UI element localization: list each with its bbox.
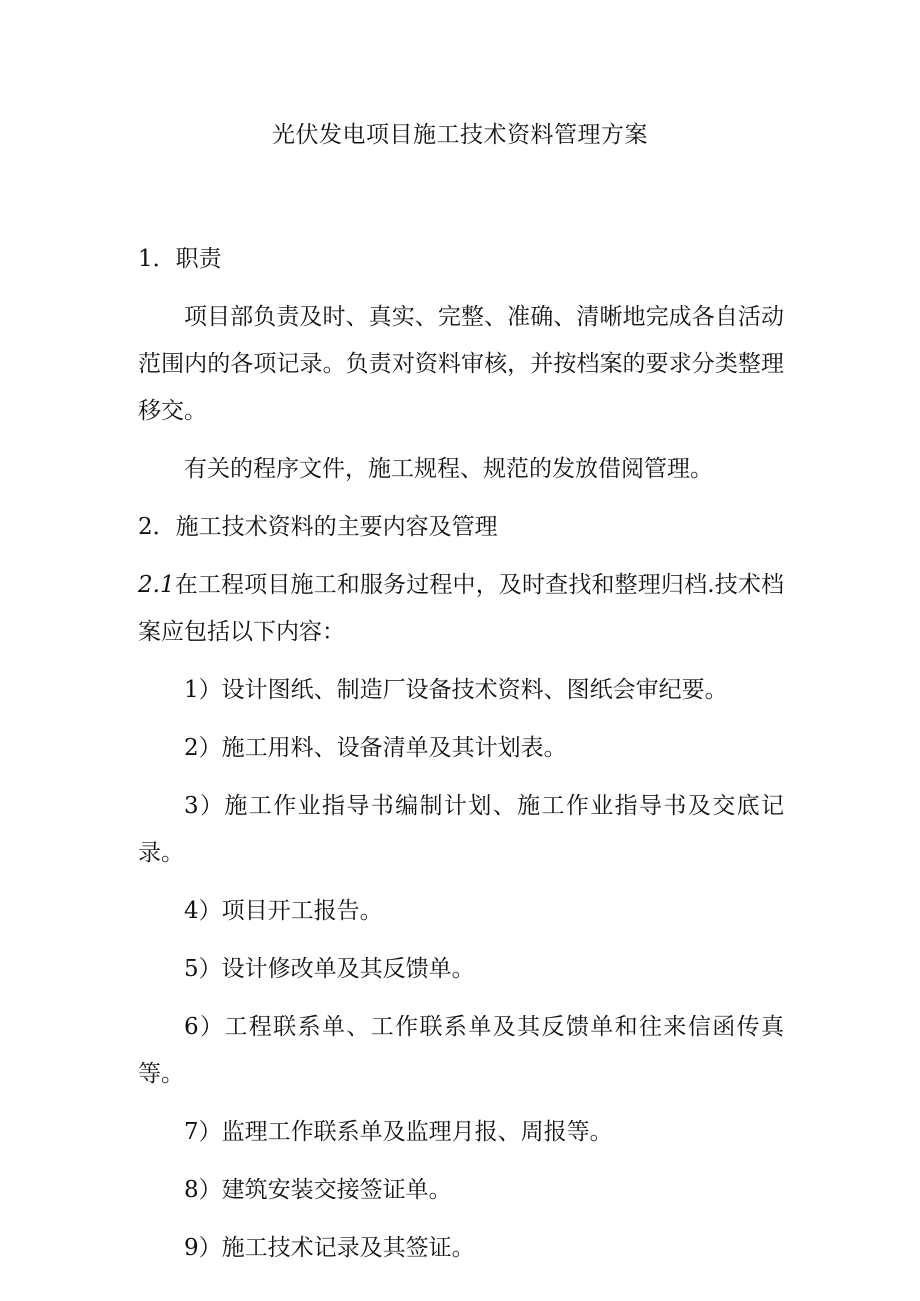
list-item-2-block bbox=[138, 725, 784, 772]
subsection-number: 2.1 bbox=[138, 572, 175, 598]
section-1-heading: 1．职责 bbox=[138, 246, 222, 272]
list-item-6-block bbox=[138, 1004, 784, 1098]
section-1-paragraph-2: 有关的程序文件，施工规程、规范的发放借阅管理。 bbox=[184, 456, 713, 482]
section-1-paragraph-1: 项目部负责及时、真实、完整、准确、清晰地完成各自活动范围内的各项记录。负责对资料审核，并按档案的要求分类整理移交。 bbox=[138, 304, 784, 424]
list-item: 9）施工技术记录及其签证。 bbox=[184, 1235, 475, 1261]
list-item-8-block bbox=[138, 1167, 784, 1214]
subsection-2-1-paragraph bbox=[138, 562, 784, 656]
list-item: 8）建筑安装交接签证单。 bbox=[184, 1177, 452, 1203]
subsection-text: 在工程项目施工和服务过程中，及时查找和整理归档.技术档案应包括以下内容： bbox=[138, 572, 784, 645]
list-item: 2）施工用料、设备清单及其计划表。 bbox=[184, 735, 567, 761]
section-1-paragraph-2-block bbox=[138, 446, 784, 493]
document-body bbox=[138, 236, 784, 1283]
list-item: 5）设计修改单及其反馈单。 bbox=[184, 956, 475, 982]
document-title: 光伏发电项目施工技术资料管理方案 bbox=[272, 122, 648, 148]
list-item: 6）工程联系单、工作联系单及其反馈单和往来信函传真等。 bbox=[138, 1014, 784, 1087]
list-item-1-block bbox=[138, 667, 784, 714]
section-2-heading: 2．施工技术资料的主要内容及管理 bbox=[138, 514, 498, 540]
section-1-paragraph-1-block bbox=[138, 294, 784, 435]
list-item-5-block bbox=[138, 946, 784, 993]
list-item: 4）项目开工报告。 bbox=[184, 898, 383, 924]
list-item: 1）设计图纸、制造厂设备技术资料、图纸会审纪要。 bbox=[184, 677, 728, 703]
subsection-2-1 bbox=[138, 562, 784, 656]
list-item: 7）监理工作联系单及监理月报、周报等。 bbox=[184, 1119, 613, 1145]
list-item-9-block bbox=[138, 1225, 784, 1272]
list-item-3-block bbox=[138, 783, 784, 877]
section-1 bbox=[138, 236, 784, 283]
list-item: 3）施工作业指导书编制计划、施工作业指导书及交底记录。 bbox=[138, 793, 784, 866]
list-item-7-block bbox=[138, 1109, 784, 1156]
section-2 bbox=[138, 504, 784, 551]
list-item-4-block bbox=[138, 888, 784, 935]
